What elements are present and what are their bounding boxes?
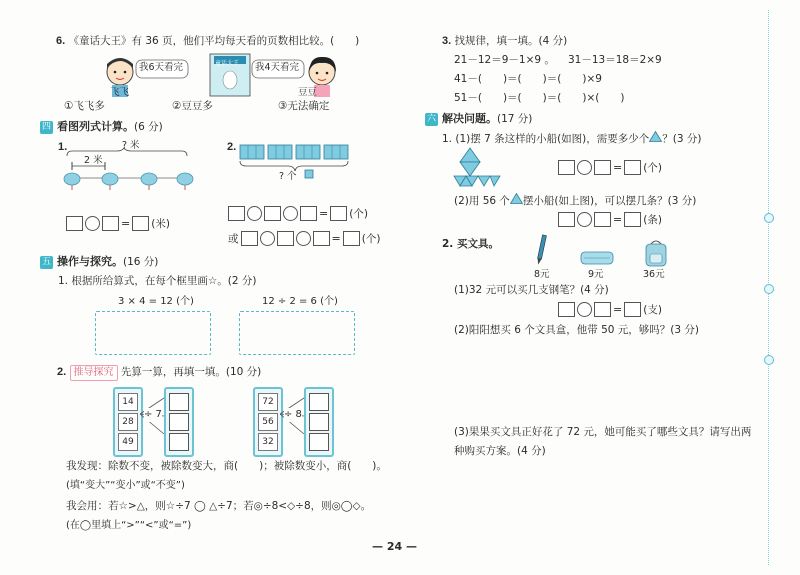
backpack-icon [643, 238, 669, 268]
number-card: 14 [118, 393, 138, 411]
s5-equation-left: 3 × 4 = 12 (个) [118, 296, 194, 307]
section-5-marker: 五 [41, 257, 51, 267]
answer-box[interactable] [66, 216, 83, 231]
lanterns-diagram [62, 148, 197, 193]
q6-number: 6. [56, 35, 66, 47]
s6-p1a-answer-row: = (个) [558, 160, 662, 175]
q3-row-1b: 31－13＝18＝2×9 [568, 54, 662, 66]
s4-p1-answer-row: = (米) [66, 216, 170, 231]
s5-p2-header: 2. 推导探究 先算一算，再填一填。(10 分) [57, 365, 261, 381]
answer-box[interactable] [594, 160, 611, 175]
s6-p2b-text: (2)阳阳想买 6 个文具盒，他带 50 元，够吗？(3 分) [454, 324, 699, 336]
feifei-name: 飞飞 [110, 87, 130, 98]
s5-fill-instruction: (在◯里填上“>”“<”或“=”) [66, 520, 192, 531]
left-answer-column [164, 387, 194, 457]
answer-card[interactable] [309, 413, 329, 431]
q6-option-1: ①飞飞多 [64, 100, 105, 112]
s4-p1-number: 1. [58, 141, 68, 153]
q6-text: 6. 《童话大王》有 36 页，他们平均每天看的页数相比较。( ) [56, 35, 360, 47]
answer-card[interactable] [169, 393, 189, 411]
pen-price: 8元 [534, 269, 550, 280]
s6-p1a-text: 1. (1)摆 7 条这样的小船(如图)，需要多少个 ？(3 分) [442, 133, 702, 145]
number-card: 49 [118, 433, 138, 451]
inquiry-badge: 推导探究 [70, 365, 118, 381]
operator-circle[interactable] [577, 302, 592, 317]
s6-p1b-text: (2)用 56 个 摆小船(如上图)，可以摆几条？(3 分) [454, 195, 697, 207]
cubes-diagram [238, 139, 358, 181]
answer-card[interactable] [169, 413, 189, 431]
s4-p2-number: 2. [227, 141, 237, 153]
answer-box[interactable] [594, 212, 611, 227]
doudou-name: 豆豆 [298, 87, 318, 98]
s5-discovery: 我发现：除数不变，被除数变大，商( )；被除数变小，商( )。 [66, 460, 387, 472]
number-card: 72 [258, 393, 278, 411]
answer-box[interactable] [300, 206, 317, 221]
s6-p1b-answer-row: = (条) [558, 212, 662, 227]
drawing-frame-left[interactable] [95, 311, 211, 355]
q3-row-2: 41－( )＝( )＝( )×9 [454, 73, 602, 85]
margin-marker [764, 355, 774, 365]
operator-circle[interactable] [577, 212, 592, 227]
margin-marker [764, 284, 774, 294]
operator-circle[interactable] [85, 216, 100, 231]
right-answer-column [304, 387, 334, 457]
operator-circle[interactable] [577, 160, 592, 175]
margin-marker [764, 213, 774, 223]
answer-box[interactable] [330, 206, 347, 221]
answer-box[interactable] [594, 302, 611, 317]
right-number-column [253, 387, 283, 457]
operator-circle[interactable] [283, 206, 298, 221]
s6-p2a-text: (1)32 元可以买几支钢笔？(4 分) [454, 284, 609, 296]
answer-box[interactable] [102, 216, 119, 231]
pencil-box-icon [580, 249, 614, 267]
pen-icon [534, 233, 550, 267]
section-6-marker: 六 [426, 114, 436, 124]
answer-box[interactable] [264, 206, 281, 221]
s5-equation-right: 12 ÷ 2 = 6 (个) [262, 296, 338, 307]
q3-row-3: 51－( )＝( )＝( )×( ) [454, 92, 625, 104]
left-number-column [113, 387, 143, 457]
answer-card[interactable] [309, 393, 329, 411]
boat-figure [452, 146, 502, 190]
s4-p2-question: ? 个 [279, 171, 297, 182]
right-operator: ÷ 8 [284, 409, 302, 420]
answer-box[interactable] [277, 231, 294, 246]
drawing-frame-right[interactable] [239, 311, 355, 355]
s6-p2-title: 2. 买文具。 [442, 238, 499, 250]
s6-p2c-line-1: (3)果果买文具正好花了 72 元，她可能买了哪些文具？请写出两 [454, 426, 752, 438]
section-4-title: 看图列式计算。(6 分) [57, 120, 163, 133]
q3-row-1a: 21－12＝9－1×9 。 [454, 54, 555, 66]
s5-apply: 我会用：若☆>△，则☆÷7 ◯ △÷7；若◎÷8<◇÷8，则◎◯◇。 [66, 500, 372, 512]
s4-p2-answer-row-2: 或 = (个) [228, 232, 381, 245]
doudou-bubble: 我4天看完 [255, 62, 300, 73]
number-card: 56 [258, 413, 278, 431]
operator-circle[interactable] [247, 206, 262, 221]
operator-circle[interactable] [296, 231, 311, 246]
number-card: 32 [258, 433, 278, 451]
answer-box[interactable] [558, 212, 575, 227]
backpack-price: 36元 [643, 269, 665, 280]
s4-p2-answer-row-1: = (个) [228, 206, 368, 221]
answer-box[interactable] [313, 231, 330, 246]
answer-box[interactable] [132, 216, 149, 231]
operator-circle[interactable] [260, 231, 275, 246]
answer-box[interactable] [558, 302, 575, 317]
s4-p1-total: ? 米 [122, 140, 140, 151]
triangle-icon [510, 193, 523, 204]
number-card: 28 [118, 413, 138, 431]
answer-box[interactable] [624, 212, 641, 227]
feifei-bubble: 我6天看完 [139, 62, 184, 73]
section-5-title: 操作与探究。(16 分) [57, 255, 159, 268]
book-title: 童话大王 [215, 60, 240, 67]
s5-p1-text: 1. 根据所给算式，在每个框里画☆。(2 分) [58, 275, 257, 287]
section-4-marker: 四 [41, 122, 51, 132]
s6-p2c-line-2: 种购买方案。(4 分) [454, 445, 546, 457]
section-6-title: 解决问题。(17 分) [442, 112, 533, 125]
answer-card[interactable] [309, 433, 329, 451]
answer-card[interactable] [169, 433, 189, 451]
s5-hint: (填“变大”“变小”或“不变”) [66, 480, 185, 491]
left-operator: ÷ 7 [144, 409, 162, 420]
q6-option-3: ③无法确定 [278, 100, 330, 112]
answer-box[interactable] [624, 160, 641, 175]
q3-header: 3. 找规律，填一填。(4 分) [442, 35, 568, 47]
answer-box[interactable] [624, 302, 641, 317]
answer-box[interactable] [228, 206, 245, 221]
triangle-icon [649, 131, 662, 142]
q6-option-2: ②豆豆多 [172, 100, 213, 112]
answer-box[interactable] [343, 231, 360, 246]
s4-p1-segment: 2 米 [84, 155, 103, 166]
page-number: — 24 — [372, 540, 417, 553]
pencil-box-price: 9元 [588, 269, 604, 280]
answer-box[interactable] [241, 231, 258, 246]
answer-box[interactable] [558, 160, 575, 175]
s6-p2a-answer-row: = (支) [558, 302, 662, 317]
